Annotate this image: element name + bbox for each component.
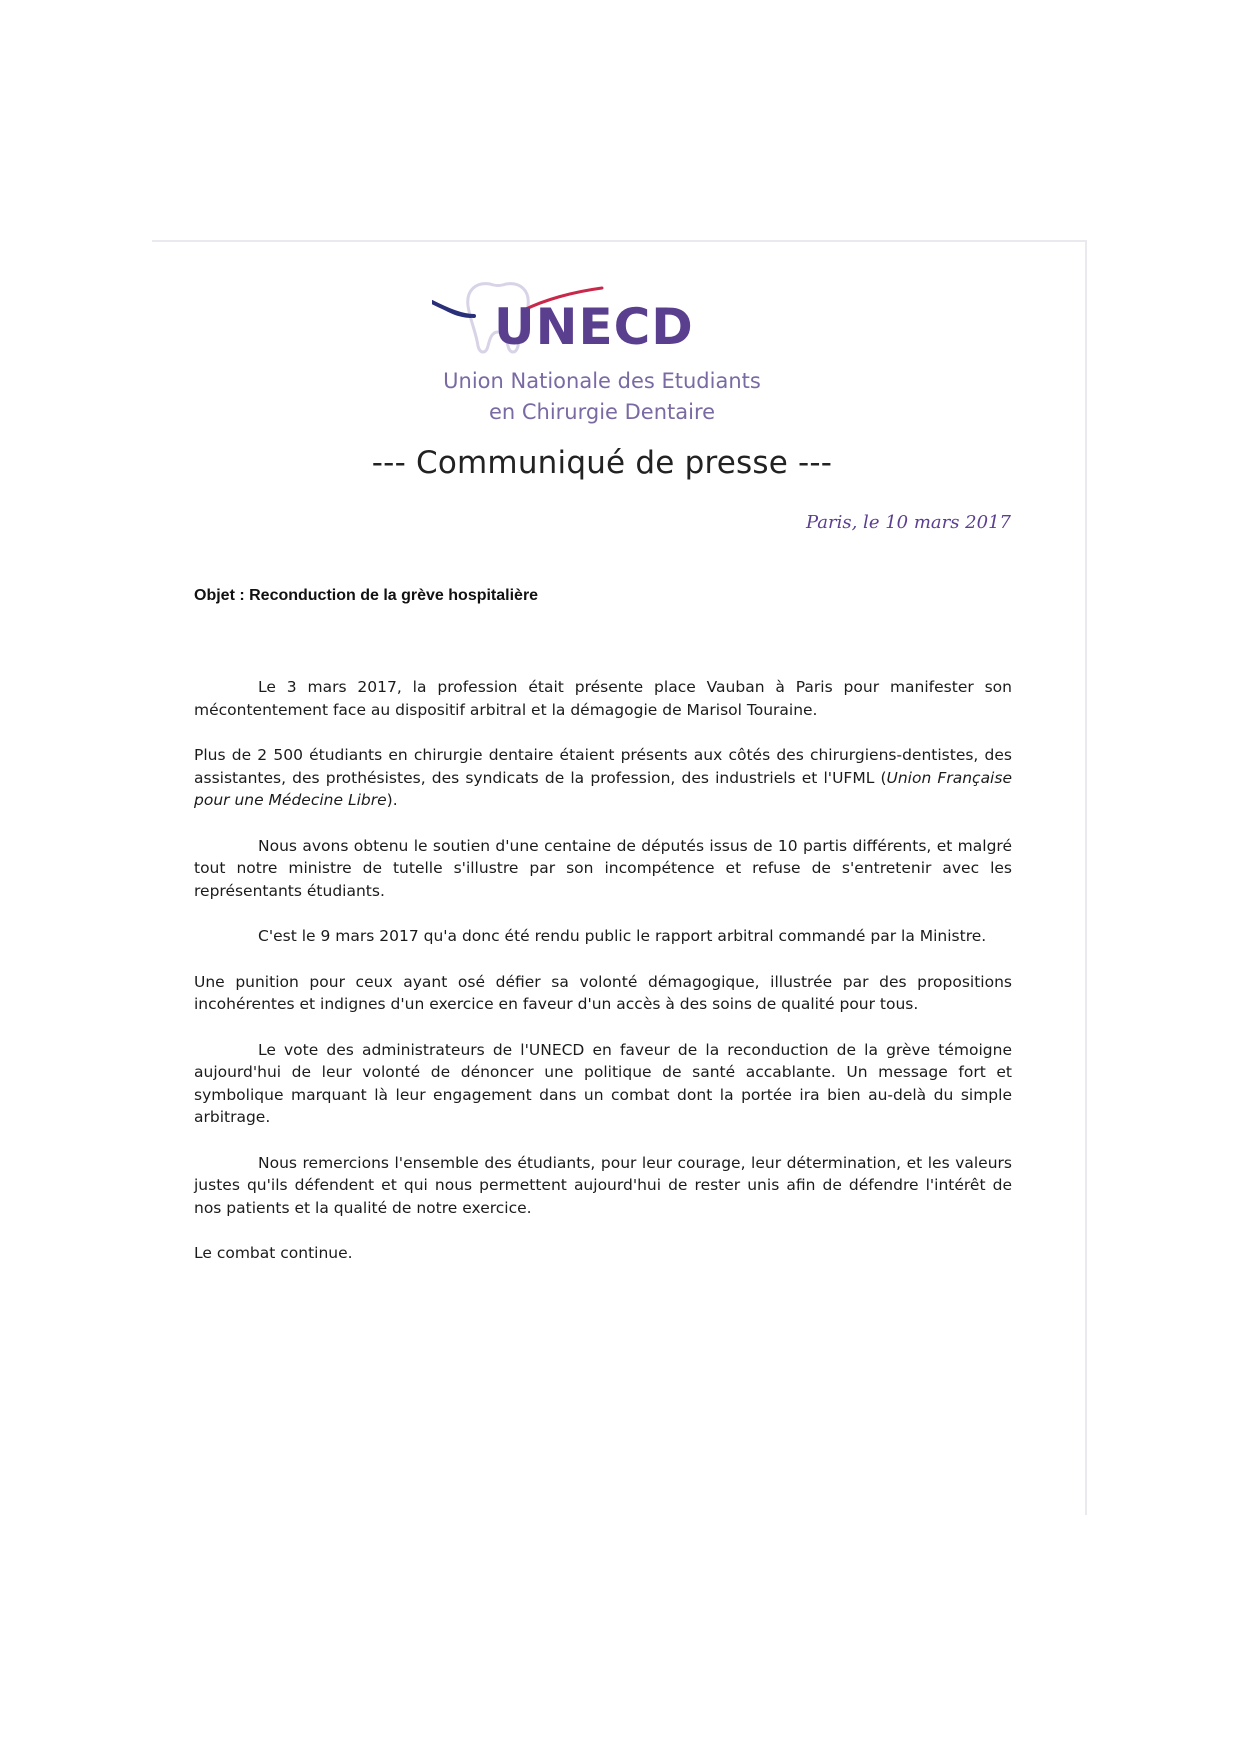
date-location: Paris, le 10 mars 2017 — [805, 512, 1011, 533]
paragraph-4: C'est le 9 mars 2017 qu'a donc été rendu public le rapport arbitral commandé par la Ministre. — [258, 927, 987, 945]
document-page — [152, 240, 1087, 1515]
paragraph-6: Le vote des administrateurs de l'UNECD en faveur de la reconduction de la grève témoigne aujourd'hui de leur volonté de dénoncer une politique de santé accablante. Un message fort et symbolique marquant là leur engagement dans un combat dont la portée ira bien au-delà du simple arbitrage. — [194, 1040, 1012, 1126]
paragraph-7: Nous remercions l'ensemble des étudiants, pour leur courage, leur détermination, et les valeurs justes qu'ils défendent et qui nous permettent aujourd'hui de rester unis afin de défendre l'intérêt de nos patients et la qualité de notre exercice. — [194, 1153, 1012, 1217]
subject-line: Objet : Reconduction de la grève hospitalière — [194, 587, 539, 604]
paragraph-2 — [194, 744, 1012, 812]
organization-name-line2: en Chirurgie Dentaire — [488, 400, 716, 424]
ufml-full-name: Union Française pour une Médecine Libre — [194, 768, 1012, 809]
closing-line: Le combat continue. — [194, 1244, 353, 1262]
paragraph-2-end: ). — [386, 791, 398, 809]
paragraph-1: Le 3 mars 2017, la profession était présente place Vauban à Paris pour manifester son mécontentement face au dispositif arbitral et la démagogie de Marisol Touraine. — [194, 678, 1012, 719]
organization-name-line1: Union Nationale des Etudiants — [443, 369, 761, 393]
paragraph-3: Nous avons obtenu le soutien d'une centaine de députés issus de 10 partis différents, et malgré tout notre ministre de tutelle s'illustre par son incompétence et refuse de s'entretenir avec les représentants étudiants. — [194, 836, 1012, 900]
document-title: --- Communiqué de presse --- — [371, 445, 833, 481]
paragraph-2-text: Plus de 2 500 étudiants en chirurgie dentaire étaient présents aux côtés des chirurgiens-dentistes, des assistantes, des prothésistes, des syndicats de la profession, des industriels et l'UFML ( — [194, 746, 1012, 787]
logo-wordmark: UNECD — [494, 298, 694, 356]
unecd-logo — [432, 280, 732, 370]
paragraph-5: Une punition pour ceux ayant osé défier sa volonté démagogique, illustrée par des propositions incohérentes et indignes d'un exercice en faveur d'un accès à des soins de qualité pour tous. — [194, 972, 1012, 1013]
press-release-body — [194, 676, 1012, 1265]
